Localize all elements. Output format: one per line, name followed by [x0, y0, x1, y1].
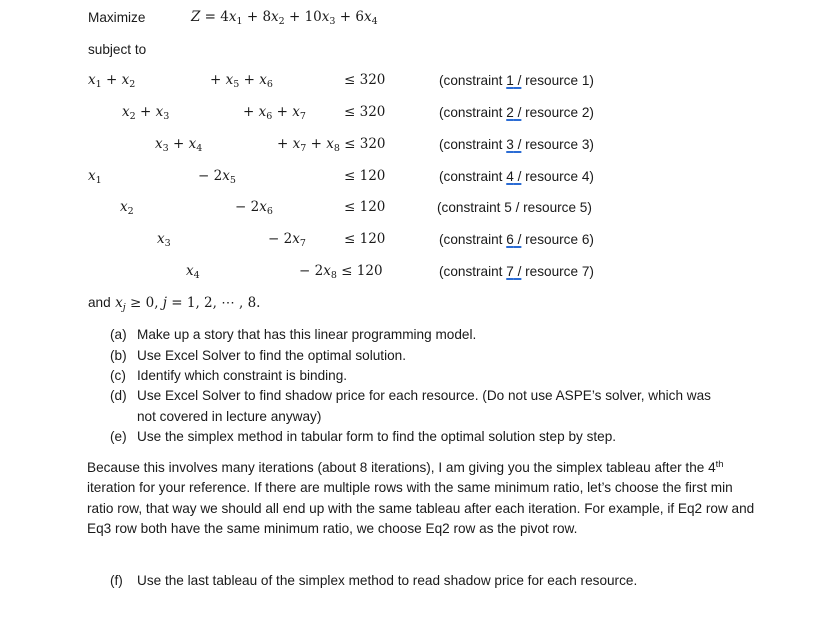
- constraint-label-6: (constraint 6 / resource 6): [439, 232, 594, 247]
- constraint-label-7: (constraint 7 / resource 7): [439, 264, 594, 279]
- c3-lhs-b: + $x_7 + x_8 \le 320$: [277, 136, 386, 154]
- c3-lhs-a: $x_3 + x_4$: [155, 136, 203, 154]
- item-d-label: (d): [110, 388, 127, 403]
- item-a-text: Make up a story that has this linear programming model.: [137, 327, 477, 342]
- c7-lhs-b: − $2x_8 \le 120$: [299, 263, 383, 281]
- instruction-paragraph: Because this involves many iterations (about 8 iterations), I am giving you the simplex tableau after the 4th iteration for your reference. If there are multiple rows with the same minimum ratio, let’s choose the first min ratio row, that way we should all end up with the same tableau after each iteration. For example, if Eq2 row and Eq3 row both have the same minimum ratio, we choose Eq2 row as the pivot row.: [87, 459, 755, 536]
- c6-lhs-a: $x_3$: [157, 231, 171, 249]
- c6-rhs: ≤ 120: [344, 231, 386, 247]
- item-c-text: Identify which constraint is binding.: [137, 368, 348, 383]
- constraint-label-3: (constraint 3 / resource 3): [439, 137, 594, 152]
- c2-rhs: ≤ 320: [344, 104, 386, 120]
- nonnegativity: and $x_j \ge 0$, j = 1, 2, ⋯ , 8.: [88, 295, 261, 313]
- c5-rhs: ≤ 120: [344, 199, 386, 215]
- c4-lhs-b: − $2x_5$: [198, 168, 236, 186]
- c5-lhs-b: − $2x_6$: [235, 199, 273, 217]
- item-b-label: (b): [110, 348, 127, 363]
- item-f-text: Use the last tableau of the simplex method to read shadow price for each resource.: [137, 573, 638, 588]
- item-f-label: (f): [110, 573, 123, 588]
- c6-lhs-b: − $2x_7$: [268, 231, 306, 249]
- item-d-text: Use Excel Solver to find shadow price for each resource. (Do not use ASPE’s solver, which was not covered in lecture anyway): [137, 388, 711, 424]
- constraint-label-2: (constraint 2 / resource 2): [439, 105, 594, 120]
- item-c-label: (c): [110, 368, 126, 383]
- objective-function: $Z = 4x_1 + 8x_2 + 10x_3 + 6x_4$: [191, 9, 378, 27]
- item-b-text: Use Excel Solver to find the optimal solution.: [137, 348, 406, 363]
- c5-lhs-a: $x_2$: [120, 199, 134, 217]
- constraint-label-1: (constraint 1 / resource 1): [439, 73, 594, 88]
- c1-rhs: ≤ 320: [344, 72, 386, 88]
- item-e-text: Use the simplex method in tabular form to find the optimal solution step by step.: [137, 429, 617, 444]
- constraint-label-5: (constraint 5 / resource 5): [437, 200, 592, 215]
- c1-lhs-a: $x_1 + x_2$: [88, 72, 136, 90]
- c2-lhs-a: $x_2 + x_3$: [122, 104, 170, 122]
- c1-lhs-b: + $x_5 + x_6$: [210, 72, 273, 90]
- constraint-label-4: (constraint 4 / resource 4): [439, 169, 594, 184]
- c4-rhs: ≤ 120: [344, 168, 386, 184]
- subject-to-label: subject to: [88, 42, 147, 57]
- maximize-label: Maximize: [88, 10, 146, 25]
- item-a-label: (a): [110, 327, 127, 342]
- c4-lhs-a: $x_1$: [88, 168, 102, 186]
- c7-lhs-a: $x_4$: [186, 263, 200, 281]
- item-e-label: (e): [110, 429, 127, 444]
- c2-lhs-b: + $x_6 + x_7$: [243, 104, 306, 122]
